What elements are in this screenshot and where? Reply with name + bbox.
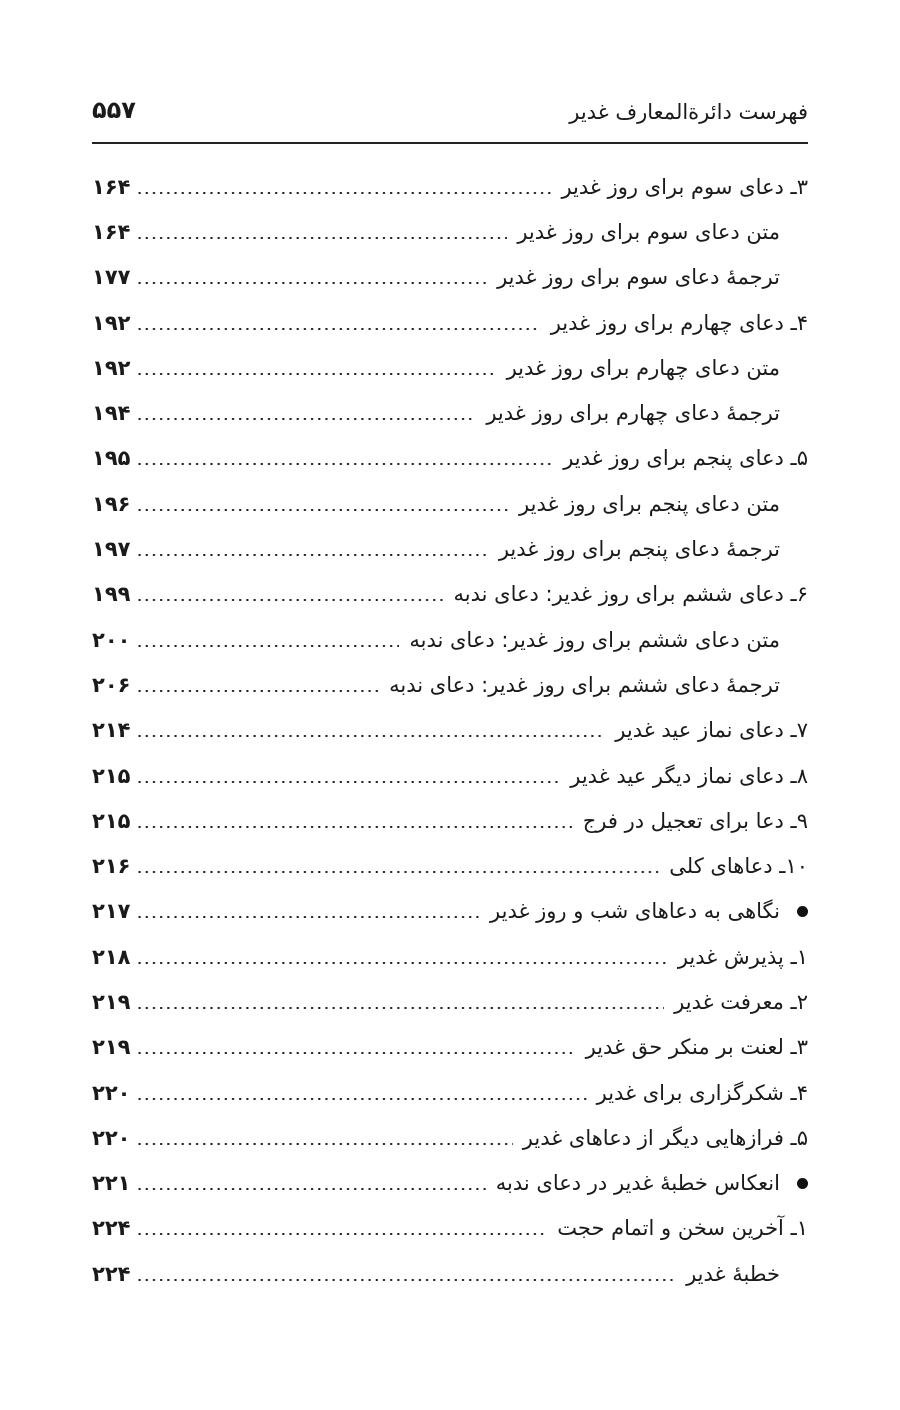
toc-entry-page-number: ۲۰۰ [92, 627, 131, 652]
bullet-dot-icon [797, 1178, 808, 1189]
toc-entry-page-number: ۱۶۴ [92, 219, 131, 244]
toc-entry [92, 1206, 808, 1251]
page-number: ۵۵۷ [92, 96, 136, 124]
toc-entry-page-number: ۱۷۷ [92, 265, 131, 290]
bullet-icon [780, 906, 808, 917]
toc-entry [92, 526, 808, 571]
toc-entry-page-number: ۱۹۲ [92, 310, 131, 335]
toc-entry [92, 617, 808, 662]
toc-entry-title: انعکاس خطبهٔ غدیر در دعای ندبه [495, 1171, 780, 1196]
toc-entry [92, 164, 808, 209]
toc-entry-title: ترجمهٔ دعای پنجم برای روز غدیر [498, 537, 780, 562]
toc-entry [92, 708, 808, 753]
toc-entry-title: ۱۰ـ دعاهای کلی [669, 854, 808, 879]
toc-entry [92, 436, 808, 481]
toc-entry [92, 1161, 808, 1206]
toc-entry-title: ۳ـ دعای سوم برای روز غدیر [561, 174, 808, 199]
dot-leader [136, 328, 541, 330]
dot-leader [136, 373, 497, 375]
toc-entry-title: ترجمهٔ دعای چهارم برای روز غدیر [486, 401, 780, 426]
toc-entry-title: ۴ـ شکرگزاری برای غدیر [596, 1080, 808, 1105]
toc-entry [92, 1251, 808, 1296]
dot-leader [136, 962, 668, 964]
running-title: فهرست دائرةالمعارف غدیر [569, 100, 808, 124]
toc-entry [92, 572, 808, 617]
toc-entry [92, 753, 808, 798]
toc-entry-title: ۷ـ دعای نماز عید غدیر [615, 718, 808, 743]
toc-entry [92, 843, 808, 888]
toc-entry-title: متن دعای سوم برای روز غدیر [517, 219, 780, 244]
dot-leader [136, 826, 573, 828]
toc-entry-title: نگاهی به دعاهای شب و روز غدیر [490, 899, 780, 924]
toc-entry-title: ۵ـ فرازهایی دیگر از دعاهای غدیر [522, 1125, 808, 1150]
toc-entry-page-number: ۱۹۹ [92, 582, 131, 607]
table-of-contents [92, 164, 808, 1296]
toc-entry-page-number: ۱۹۵ [92, 446, 131, 471]
toc-entry [92, 979, 808, 1024]
dot-leader [136, 554, 489, 556]
dot-leader [136, 1279, 676, 1281]
toc-entry-page-number: ۱۹۷ [92, 537, 131, 562]
toc-entry-page-number: ۱۶۴ [92, 174, 131, 199]
toc-entry-title: متن دعای چهارم برای روز غدیر [506, 355, 780, 380]
toc-entry-title: ۱ـ آخرین سخن و اتمام حجت [557, 1216, 808, 1241]
bullet-icon [780, 1178, 808, 1189]
toc-entry-title: متن دعای ششم برای روز غدیر: دعای ندبه [409, 627, 780, 652]
toc-entry-page-number: ۲۲۴ [92, 1216, 131, 1241]
dot-leader [136, 1143, 513, 1145]
toc-entry-page-number: ۲۲۴ [92, 1261, 131, 1286]
toc-entry-title: ۵ـ دعای پنجم برای روز غدیر [563, 446, 808, 471]
toc-entry [92, 1070, 808, 1115]
toc-entry-title: خطبهٔ غدیر [686, 1261, 780, 1286]
toc-entry-title: ۹ـ دعا برای تعجیل در فرج [582, 808, 808, 833]
toc-entry-title: ۳ـ لعنت بر منکر حق غدیر [585, 1035, 808, 1060]
dot-leader [136, 1188, 486, 1190]
dot-leader [136, 1098, 587, 1100]
toc-entry-title: متن دعای پنجم برای روز غدیر [519, 491, 780, 516]
toc-entry-page-number: ۲۲۰ [92, 1080, 131, 1105]
toc-entry [92, 481, 808, 526]
toc-entry [92, 390, 808, 435]
dot-leader [136, 916, 480, 918]
toc-entry-page-number: ۲۰۶ [92, 672, 131, 697]
toc-entry-title: ۱ـ پذیرش غدیر [677, 944, 808, 969]
dot-leader [136, 645, 399, 647]
toc-entry-page-number: ۲۱۹ [92, 989, 131, 1014]
toc-entry [92, 662, 808, 707]
toc-entry-title: ۶ـ دعای ششم برای روز غدیر: دعای ندبه [453, 582, 808, 607]
dot-leader [136, 282, 487, 284]
toc-entry-page-number: ۲۱۹ [92, 1035, 131, 1060]
toc-entry [92, 1025, 808, 1070]
toc-entry-page-number: ۱۹۲ [92, 355, 131, 380]
page-header [92, 96, 808, 140]
toc-entry-page-number: ۱۹۴ [92, 401, 131, 426]
toc-entry-page-number: ۲۲۱ [92, 1171, 131, 1196]
dot-leader [136, 463, 553, 465]
toc-entry [92, 255, 808, 300]
toc-entry [92, 345, 808, 390]
toc-entry-title: ۸ـ دعای نماز دیگر عید غدیر [570, 763, 808, 788]
toc-entry [92, 300, 808, 345]
toc-entry-page-number: ۲۱۶ [92, 854, 131, 879]
toc-entry [92, 889, 808, 934]
dot-leader [136, 1233, 547, 1235]
dot-leader [136, 690, 379, 692]
header-divider [92, 142, 808, 144]
toc-entry-page-number: ۲۱۷ [92, 899, 131, 924]
toc-entry-title: ترجمهٔ دعای ششم برای روز غدیر: دعای ندبه [389, 672, 780, 697]
dot-leader [136, 871, 659, 873]
dot-leader [136, 1052, 576, 1054]
dot-leader [136, 509, 509, 511]
dot-leader [136, 192, 551, 194]
dot-leader [136, 735, 605, 737]
toc-entry [92, 209, 808, 254]
dot-leader [136, 599, 443, 601]
bullet-dot-icon [797, 906, 808, 917]
toc-entry-title: ۲ـ معرفت غدیر [674, 989, 808, 1014]
toc-entry-page-number: ۲۱۴ [92, 718, 131, 743]
dot-leader [136, 418, 476, 420]
toc-entry-page-number: ۲۱۵ [92, 763, 131, 788]
toc-entry-page-number: ۲۲۰ [92, 1125, 131, 1150]
toc-entry [92, 798, 808, 843]
toc-entry [92, 934, 808, 979]
dot-leader [136, 781, 560, 783]
toc-entry-page-number: ۲۱۵ [92, 808, 131, 833]
toc-entry-page-number: ۲۱۸ [92, 944, 131, 969]
toc-entry-title: ۴ـ دعای چهارم برای روز غدیر [550, 310, 808, 335]
dot-leader [136, 1007, 664, 1009]
toc-entry-page-number: ۱۹۶ [92, 491, 131, 516]
dot-leader [136, 237, 507, 239]
toc-entry [92, 1115, 808, 1160]
toc-entry-title: ترجمهٔ دعای سوم برای روز غدیر [497, 265, 780, 290]
